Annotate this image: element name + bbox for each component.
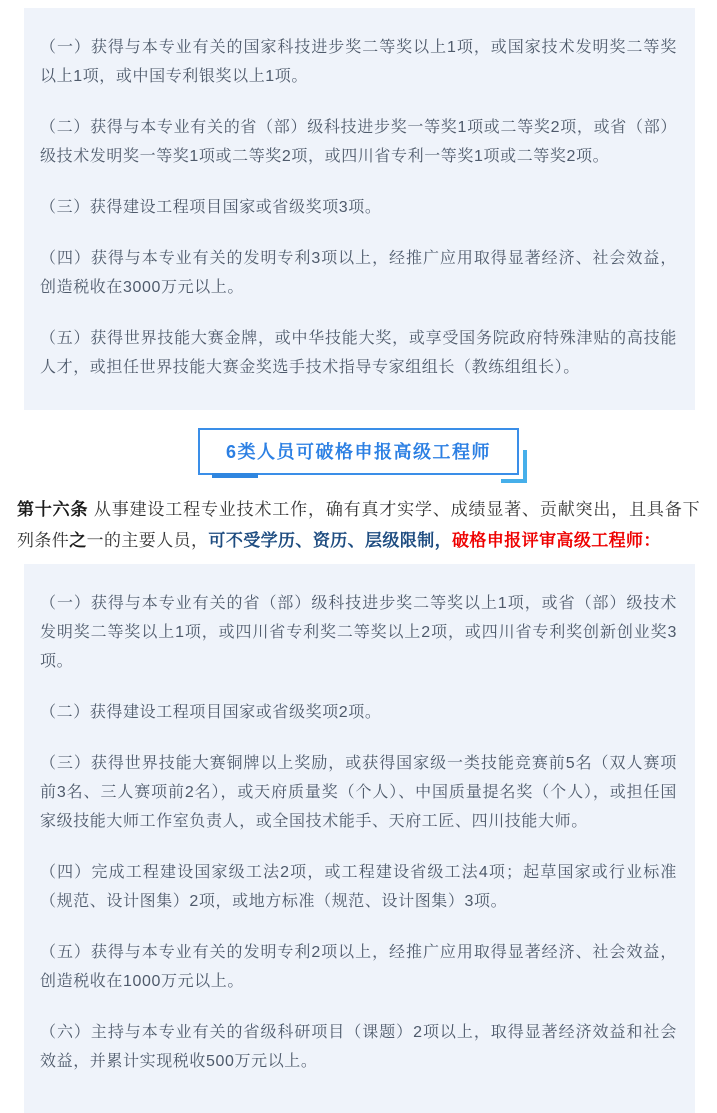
article-16-bold-char: 之 [69,531,87,550]
article-16-paragraph [17,494,700,556]
article-16-red-highlight: 破格申报评审高级工程师： [452,531,661,550]
exceptional-condition-item-6: （六）主持与本专业有关的省级科研项目（课题）2项以上，取得显著经济效益和社会效益，并累计实现税收500万元以上。 [40,1024,677,1070]
article-16-term: 第十六条 [17,500,89,519]
banner-underline-accent [212,473,258,478]
exceptional-condition-item-3: （三）获得世界技能大赛铜牌以上奖励，或获得国家级一类技能竞赛前5名（双人赛项前3名、三人赛项前2名），或天府质量奖（个人）、中国质量提名奖（个人），或担任国家级技能大师工作室负责人，或全国技术能手、天府工匠、四川技能大师。 [40,755,677,830]
section-exceptional-conditions-card [24,564,695,1113]
exceptional-condition-item-1: （一）获得与本专业有关的省（部）级科技进步奖二等奖以上1项，或省（部）级技术发明奖二等奖以上1项，或四川省专利奖二等奖以上2项，或四川省专利奖创新创业奖3项。 [40,595,677,670]
basic-condition-item-1: （一）获得与本专业有关的国家科技进步奖二等奖以上1项，或国家技术发明奖二等奖以上1项，或中国专利银奖以上1项。 [40,39,677,85]
basic-condition-item-4: （四）获得与本专业有关的发明专利3项以上，经推广应用取得显著经济、社会效益，创造税收在3000万元以上。 [40,250,677,296]
basic-condition-item-2: （二）获得与本专业有关的省（部）级科技进步奖一等奖1项或二等奖2项，或省（部）级技术发明奖一等奖1项或二等奖2项，或四川省专利一等奖1项或二等奖2项。 [40,119,677,165]
article-16-lead2: 一的主要人员， [86,531,209,550]
section-heading-banner [198,428,519,475]
exceptional-condition-item-5: （五）获得与本专业有关的发明专利2项以上，经推广应用取得显著经济、社会效益，创造税收在1000万元以上。 [40,944,677,990]
basic-condition-item-3: （三）获得建设工程项目国家或省级奖项3项。 [40,199,382,216]
section-heading-label: 6类人员可破格申报高级工程师 [225,442,491,462]
article-16-lead: 从事建设工程专业技术工作，确有真才实学、成绩显著、贡献突出，且具备下列条件 [17,500,700,550]
exceptional-condition-item-2: （二）获得建设工程项目国家或省级奖项2项。 [40,704,382,721]
basic-condition-item-5: （五）获得世界技能大赛金牌，或中华技能大奖，或享受国务院政府特殊津贴的高技能人才，或担任世界技能大赛金奖选手技术指导专家组组长（教练组组长）。 [40,330,677,376]
section-basic-conditions-card [24,8,695,410]
exceptional-condition-item-4: （四）完成工程建设国家级工法2项，或工程建设省级工法4项；起草国家或行业标准（规范、设计图集）2项，或地方标准（规范、设计图集）3项。 [40,864,677,910]
banner-corner-accent [501,450,527,483]
article-16-navy-highlight: 可不受学历、资历、层级限制， [208,531,453,550]
section-heading-row [0,419,717,483]
